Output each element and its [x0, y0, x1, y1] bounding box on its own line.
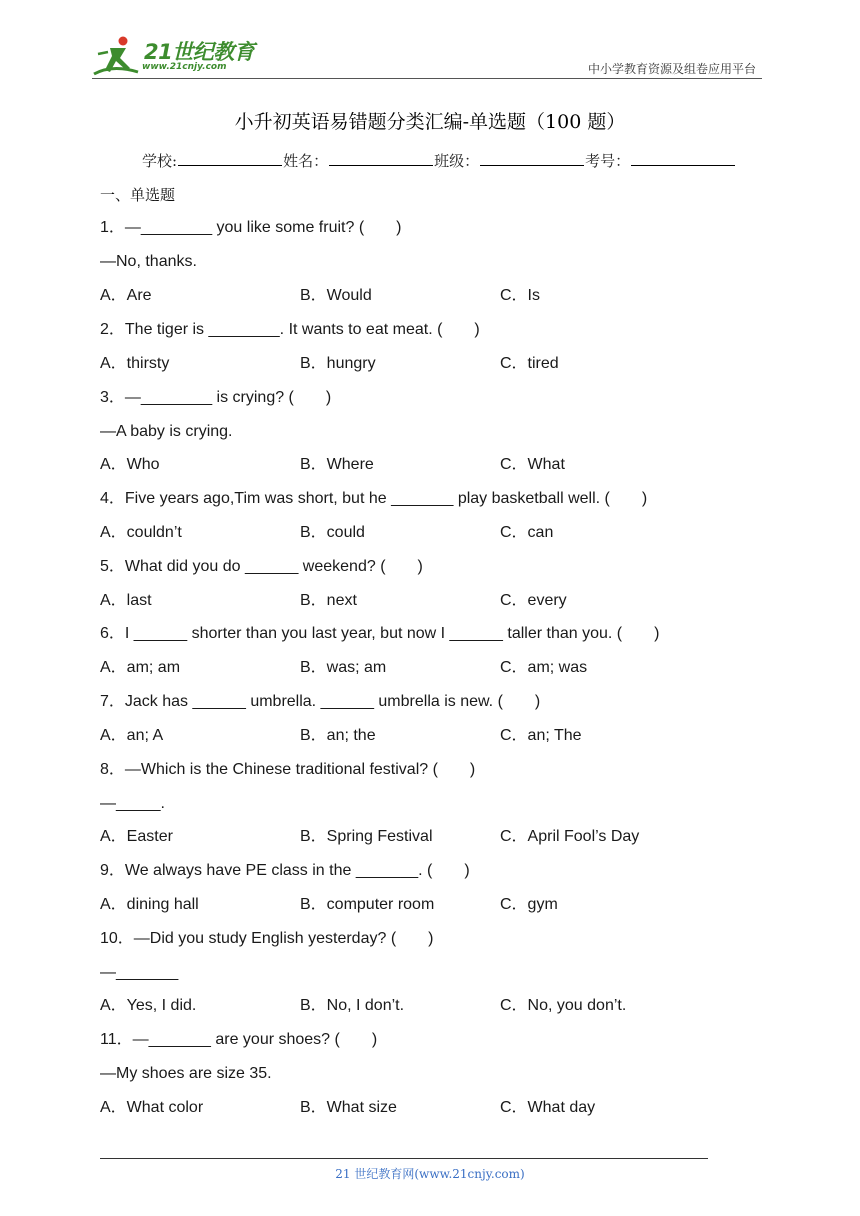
question-stem: 6．I ______ shorter than you last year, but now I ______ taller than you. ( )	[100, 625, 660, 642]
option-c[interactable]: C．Is	[500, 287, 541, 304]
option-a[interactable]: A．dining hall	[100, 896, 199, 913]
page-title: 小升初英语易错题分类汇编-单选题（100 题）	[234, 111, 626, 133]
school-blank[interactable]	[178, 150, 282, 166]
footer-divider	[100, 1158, 708, 1159]
option-b[interactable]: B．could	[300, 524, 365, 541]
header-divider	[92, 78, 762, 79]
option-a[interactable]: A．last	[100, 592, 152, 609]
question-line: —_____.	[100, 795, 165, 812]
option-c[interactable]: C．tired	[500, 355, 559, 372]
footer-source-link[interactable]: 21 世纪教育网(www.21cnjy.com)	[335, 1167, 525, 1181]
option-a[interactable]: A．Easter	[100, 828, 173, 845]
question-stem: 1．—________ you like some fruit? ( )	[100, 219, 402, 236]
option-b[interactable]: B．No, I don’t.	[300, 997, 405, 1014]
question-line: —_______	[100, 964, 179, 981]
question-line: —My shoes are size 35.	[100, 1065, 272, 1082]
question-line: —No, thanks.	[100, 253, 197, 270]
option-b[interactable]: B．computer room	[300, 896, 435, 913]
question-stem: 11．—_______ are your shoes? ( )	[100, 1031, 378, 1048]
runner-icon	[92, 34, 142, 78]
question-stem: 7．Jack has ______ umbrella. ______ umbrella is new. ( )	[100, 693, 541, 710]
name-label: 姓名：	[283, 152, 329, 170]
platform-name: 中小学教育资源及组卷应用平台	[587, 62, 756, 76]
option-c[interactable]: C．No, you don’t.	[500, 997, 627, 1014]
option-c[interactable]: C．What	[500, 456, 565, 473]
option-c[interactable]: C．What day	[500, 1099, 596, 1116]
option-b[interactable]: B．Spring Festival	[300, 828, 433, 845]
option-b[interactable]: B．Would	[300, 287, 372, 304]
logo-url: www.21cnjy.com	[142, 62, 227, 72]
question-stem: 4．Five years ago,Tim was short, but he _______ play basketball well. ( )	[100, 490, 648, 507]
school-label: 学校:	[142, 152, 178, 170]
option-c[interactable]: C．gym	[500, 896, 558, 913]
option-c[interactable]: C．every	[500, 592, 567, 609]
section-title: 一、单选题	[100, 186, 176, 204]
class-label: 班级：	[434, 152, 480, 170]
option-b[interactable]: B．next	[300, 592, 357, 609]
site-logo[interactable]	[92, 32, 262, 78]
option-a[interactable]: A．What color	[100, 1099, 204, 1116]
option-a[interactable]: A．Are	[100, 287, 152, 304]
question-stem: 3．—________ is crying? ( )	[100, 389, 332, 406]
option-b[interactable]: B．What size	[300, 1099, 397, 1116]
option-b[interactable]: B．was; am	[300, 659, 387, 676]
question-line: —A baby is crying.	[100, 423, 233, 440]
option-c[interactable]: C．am; was	[500, 659, 588, 676]
logo-text: 21世纪教育	[144, 40, 255, 64]
question-stem: 2．The tiger is ________. It wants to eat meat. ( )	[100, 321, 480, 338]
question-stem: 10．—Did you study English yesterday? ( )	[100, 930, 434, 947]
option-c[interactable]: C．can	[500, 524, 554, 541]
question-stem: 9．We always have PE class in the _______. ( )	[100, 862, 470, 879]
option-c[interactable]: C．April Fool’s Day	[500, 828, 640, 845]
exam-number-blank[interactable]	[631, 150, 735, 166]
exam-number-label: 考号：	[585, 152, 631, 170]
question-stem: 8．—Which is the Chinese traditional festival? ( )	[100, 761, 476, 778]
option-b[interactable]: B．Where	[300, 456, 374, 473]
option-a[interactable]: A．am; am	[100, 659, 181, 676]
option-a[interactable]: A．Who	[100, 456, 160, 473]
option-a[interactable]: A．an; A	[100, 727, 164, 744]
student-info-row	[142, 150, 736, 171]
name-blank[interactable]	[329, 150, 433, 166]
question-stem: 5．What did you do ______ weekend? ( )	[100, 558, 423, 575]
option-c[interactable]: C．an; The	[500, 727, 582, 744]
option-a[interactable]: A．thirsty	[100, 355, 170, 372]
option-a[interactable]: A．couldn’t	[100, 524, 182, 541]
option-a[interactable]: A．Yes, I did.	[100, 997, 197, 1014]
option-b[interactable]: B．an; the	[300, 727, 376, 744]
page-header	[92, 30, 762, 78]
class-blank[interactable]	[480, 150, 584, 166]
option-b[interactable]: B．hungry	[300, 355, 376, 372]
